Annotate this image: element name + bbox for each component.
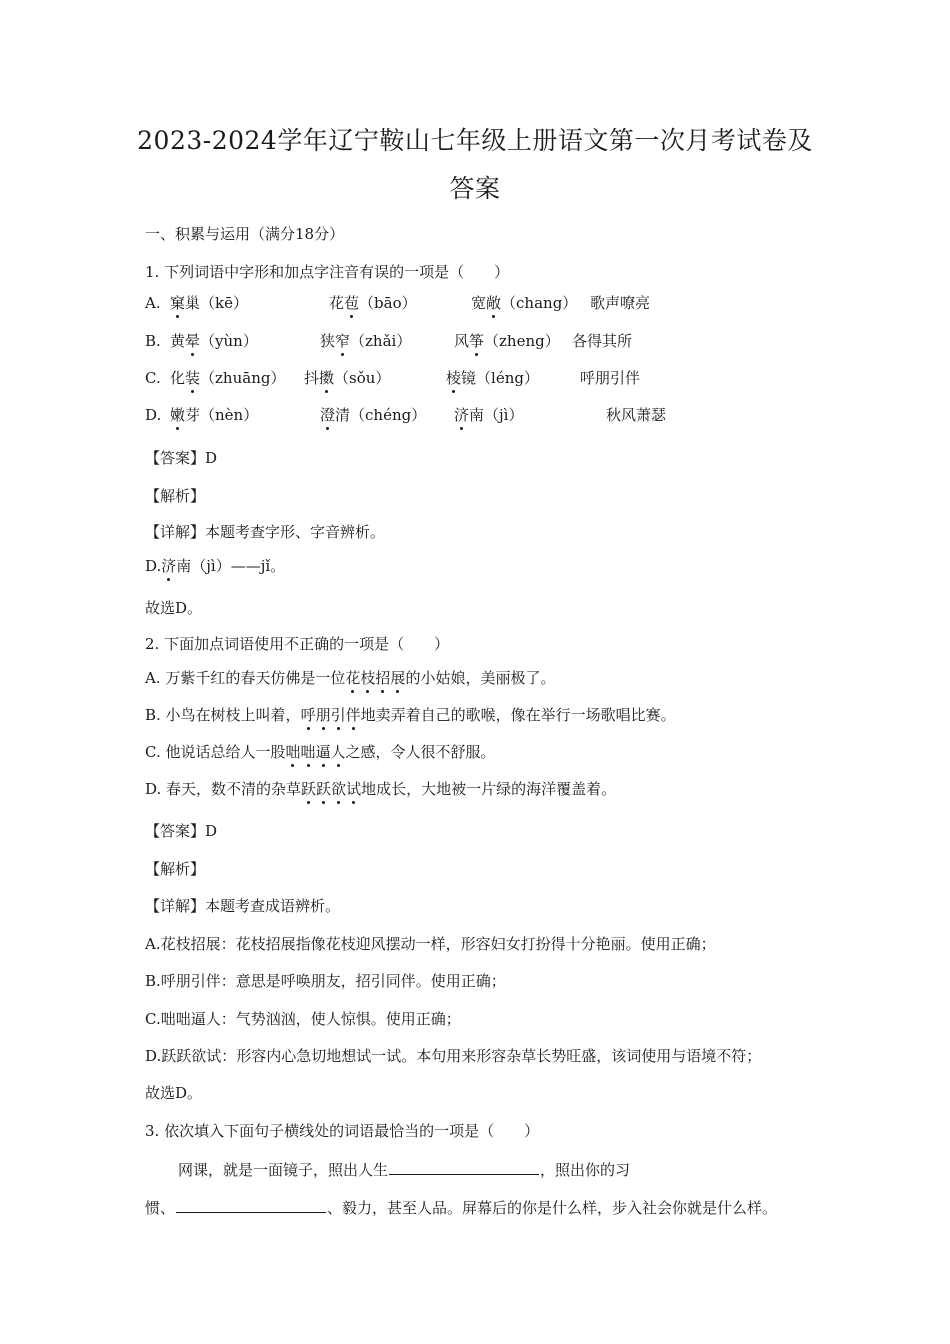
word-4: 呼朋引伴 (580, 369, 641, 387)
word-2: 澄清（chéng） (320, 406, 427, 424)
option-label: A. (145, 294, 161, 312)
fill-blank-2 (176, 1196, 326, 1213)
q3-stem: 3. 依次填入下面句子横线处的词语最恰当的一项是（ ） (145, 1122, 540, 1140)
q2-stem: 2. 下面加点词语使用不正确的一项是（ ） (145, 635, 450, 653)
q2-option-c: C. 他说话总给人一股咄咄逼人之感，令人很不舒服。 (145, 743, 496, 761)
word-4: 歌声嘹亮 (590, 294, 651, 312)
word-1: 窠巢（kē） (170, 294, 248, 312)
q2-choose: 故选D。 (145, 1084, 203, 1102)
q2-explanation-b: B.呼朋引伴：意思是呼唤朋友，招引同伴。使用正确； (145, 972, 506, 990)
fill-blank-1 (389, 1158, 539, 1175)
word-3: 宽敞（chang） (471, 294, 578, 312)
page-title-line-2: 答案 (449, 174, 501, 203)
word-2: 抖擞（sǒu） (304, 369, 391, 387)
q1-analysis: 【解析】 (145, 487, 206, 505)
q2-explanation-c: C.咄咄逼人：气势汹汹，使人惊惧。使用正确； (145, 1010, 461, 1028)
word-4: 各得其所 (572, 332, 633, 350)
q3-passage-line-2: 惯、 、毅力，甚至人品。屏幕后的你是什么样，步入社会你就是什么样。 (145, 1196, 777, 1218)
q1-detail: 【详解】本题考查字形、字音辨析。 (145, 523, 386, 541)
q2-option-a: A. 万紫千红的春天仿佛是一位花枝招展的小姑娘，美丽极了。 (145, 669, 556, 687)
q2-answer: 【答案】D (145, 822, 218, 840)
q1-choose: 故选D。 (145, 599, 203, 617)
q2-explanation-a: A.花枝招展：花枝招展指像花枝迎风摆动一样，形容妇女打扮得十分艳丽。使用正确； (145, 935, 716, 953)
option-label: C. (145, 369, 161, 387)
word-3: 风筝（zheng） (454, 332, 560, 350)
option-label: B. (145, 332, 161, 350)
q1-stem: 1. 下列词语中字形和加点字注音有误的一项是（ ） (145, 263, 510, 281)
q2-analysis: 【解析】 (145, 860, 206, 878)
word-4: 秋风萧瑟 (606, 406, 667, 424)
section-heading: 一、积累与运用（满分18分） (145, 225, 345, 243)
word-3: 棱镜（léng） (446, 369, 539, 387)
q1-answer: 【答案】D (145, 449, 218, 467)
page-title-line-1: 2023-2024学年辽宁鞍山七年级上册语文第一次月考试卷及 (137, 126, 813, 155)
word-1: 化装（zhuāng） (170, 369, 286, 387)
option-label: D. (145, 406, 162, 424)
q3-passage-line-1: 网课，就是一面镜子，照出人生 ，照出你的习 (178, 1158, 630, 1180)
q2-option-b: B. 小鸟在树枝上叫着，呼朋引伴地卖弄着自己的歌喉，像在举行一场歌唱比赛。 (145, 706, 676, 724)
word-1: 嫩芽（nèn） (170, 406, 259, 424)
word-1: 黄晕（yùn） (170, 332, 258, 350)
q1-explanation: D.济南（jì）——jǐ。 (145, 557, 286, 575)
word-2: 狭窄（zhǎi） (320, 332, 412, 350)
q2-option-d: D. 春天，数不清的杂草跃跃欲试地成长，大地被一片绿的海洋覆盖着。 (145, 780, 617, 798)
q2-explanation-d: D.跃跃欲试：形容内心急切地想试一试。本句用来形容杂草长势旺盛，该词使用与语境不符； (145, 1047, 762, 1065)
q2-detail: 【详解】本题考查成语辨析。 (145, 897, 341, 915)
word-3: 济南（jì） (454, 406, 524, 424)
word-2: 花苞（bāo） (329, 294, 417, 312)
